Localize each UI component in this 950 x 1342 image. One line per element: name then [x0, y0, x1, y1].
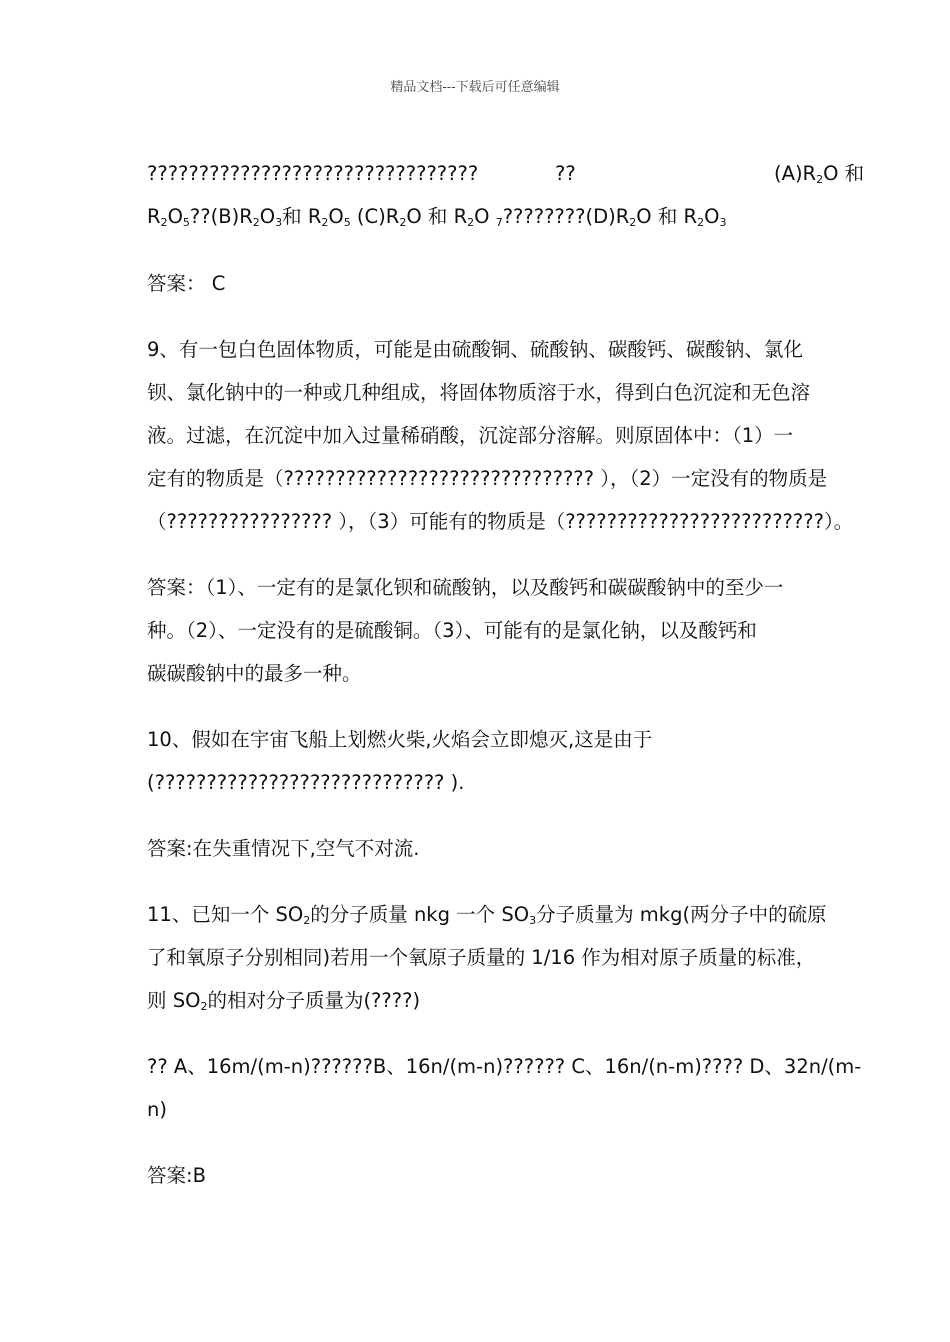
- q9-question-line: （???????????????? ），（3）可能有的物质是（?????????????????????????）。: [147, 510, 854, 533]
- q10-question-line: 10、假如在宇宙飞船上划燃火柴,火焰会立即熄灭,这是由于: [147, 728, 653, 751]
- q9-question-line: 液。过滤，在沉淀中加入过量稀硝酸，沉淀部分溶解。则原固体中：（1）一: [147, 424, 794, 447]
- q11-answer: 答案:B: [147, 1164, 206, 1187]
- q11-options-line: n): [147, 1098, 167, 1121]
- q8-blank: ????????????????????????????????: [147, 162, 479, 185]
- page-header: 精品文档---下载后可任意编辑: [390, 80, 560, 95]
- q9-question-line: 钡、氯化钠中的一种或几种组成，将固体物质溶于水，得到白色沉淀和无色溶: [147, 381, 811, 404]
- q10-question-line: (???????????????????????????? ).: [147, 771, 465, 794]
- q9-question-line: 9、有一包白色固体物质，可能是由硫酸铜、硫酸钠、碳酸钙、碳酸钠、氯化: [147, 338, 803, 361]
- q11-question-line-2: 了和氧原子分别相同)若用一个氧原子质量的 1/16 作为相对原子质量的标准，: [147, 946, 816, 969]
- q11-question-line-3: 则 $SO_2$的相对分子质量为(????): [147, 989, 421, 1013]
- q10-answer: 答案:在失重情况下,空气不对流.: [147, 837, 420, 860]
- q9-answer-line: 碳碳酸钠中的最多一种。: [147, 662, 362, 685]
- q8-answer: 答案： C: [147, 272, 226, 295]
- q11-question-line-1: 11、已知一个 $SO_2$的分子质量 nkg 一个 $SO_3$分子质量为 mkg(两分子中的硫原: [147, 903, 827, 927]
- q9-question-line: 定有的物质是（?????????????????????????????? ），（2）一定没有的物质是: [147, 467, 828, 490]
- q8-option-a: $(A)R_2O$ 和: [774, 162, 865, 186]
- q8-options-line-2: $R_2O_5??(B)R_2O_3$和 $R_2O_5$ $(C)R_2O$ 和 $R_2O$ $_7????????(D)R_2O$ 和 $R_2O_3$: [147, 205, 727, 229]
- q8-blank-2: ??: [555, 162, 576, 185]
- q11-options-line: ?? A、16m/(m-n)??????B、16n/(m-n)?????? C、16n/(n-m)???? D、32n/(m-: [147, 1055, 862, 1078]
- q9-answer-line: 种。（2）、一定没有的是硫酸铜。（3）、可能有的是氯化钠，以及酸钙和: [147, 619, 757, 642]
- q9-answer-line: 答案：（1）、一定有的是氯化钡和硫酸钠，以及酸钙和碳碳酸钠中的至少一: [147, 576, 784, 599]
